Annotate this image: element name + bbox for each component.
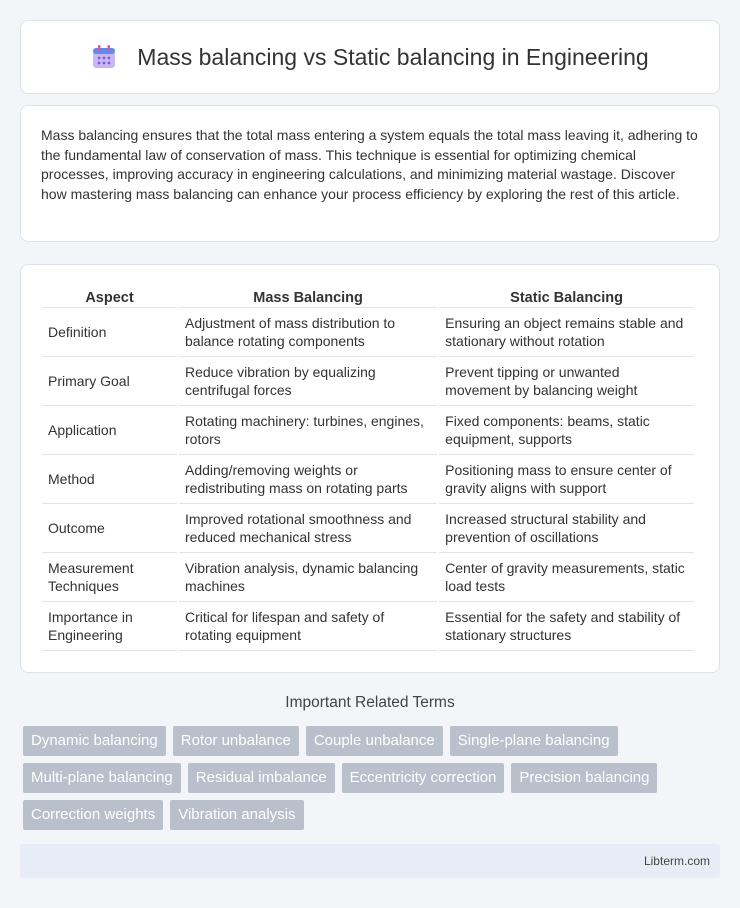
comparison-card (20, 264, 720, 673)
mass-balancing-cell: Rotating machinery: turbines, engines, rotors (179, 406, 437, 455)
intro-card (20, 105, 720, 242)
related-terms-heading: Important Related Terms (285, 694, 455, 711)
mass-balancing-cell: Reduce vibration by equalizing centrifugal forces (179, 357, 437, 406)
row-aspect: Measurement Techniques (42, 553, 177, 602)
static-balancing-cell: Prevent tipping or unwanted movement by balancing weight (439, 357, 694, 406)
footer-site-link[interactable]: Libterm.com (643, 854, 710, 868)
footer (20, 844, 720, 878)
table-row (42, 455, 694, 504)
static-balancing-cell: Positioning mass to ensure center of gravity aligns with support (439, 455, 694, 504)
related-term-tag[interactable]: Vibration analysis (170, 800, 303, 830)
table-row (42, 602, 694, 651)
related-term-tag[interactable]: Precision balancing (511, 763, 657, 793)
table-row (42, 406, 694, 455)
column-header-aspect: Aspect (42, 285, 177, 308)
row-aspect: Importance in Engineering (42, 602, 177, 651)
mass-balancing-cell: Adjustment of mass distribution to balance rotating components (179, 308, 437, 357)
related-term-tag[interactable]: Dynamic balancing (23, 726, 166, 756)
static-balancing-cell: Ensuring an object remains stable and stationary without rotation (439, 308, 694, 357)
static-balancing-cell: Fixed components: beams, static equipment, supports (439, 406, 694, 455)
related-term-tag[interactable]: Correction weights (23, 800, 163, 830)
mass-balancing-cell: Vibration analysis, dynamic balancing machines (179, 553, 437, 602)
row-aspect: Primary Goal (42, 357, 177, 406)
table-row (42, 357, 694, 406)
related-terms-list (23, 726, 723, 830)
table-header-row (42, 285, 694, 308)
related-term-tag[interactable]: Rotor unbalance (173, 726, 299, 756)
table-row (42, 504, 694, 553)
column-header-static-balancing: Static Balancing (439, 285, 694, 308)
static-balancing-cell: Essential for the safety and stability of stationary structures (439, 602, 694, 651)
page-title: Mass balancing vs Static balancing in Engineering (137, 43, 649, 70)
column-header-mass-balancing: Mass Balancing (179, 285, 437, 308)
calendar-icon (91, 44, 117, 70)
table-row (42, 308, 694, 357)
title-card (20, 20, 720, 94)
related-term-tag[interactable]: Multi-plane balancing (23, 763, 181, 793)
row-aspect: Definition (42, 308, 177, 357)
table-row (42, 553, 694, 602)
related-term-tag[interactable]: Couple unbalance (306, 726, 443, 756)
row-aspect: Outcome (42, 504, 177, 553)
comparison-table (40, 285, 696, 651)
static-balancing-cell: Center of gravity measurements, static load tests (439, 553, 694, 602)
static-balancing-cell: Increased structural stability and prevention of oscillations (439, 504, 694, 553)
row-aspect: Application (42, 406, 177, 455)
row-aspect: Method (42, 455, 177, 504)
related-term-tag[interactable]: Eccentricity correction (342, 763, 505, 793)
mass-balancing-cell: Adding/removing weights or redistributing mass on rotating parts (179, 455, 437, 504)
related-term-tag[interactable]: Single-plane balancing (450, 726, 618, 756)
mass-balancing-cell: Critical for lifespan and safety of rotating equipment (179, 602, 437, 651)
mass-balancing-cell: Improved rotational smoothness and reduced mechanical stress (179, 504, 437, 553)
related-term-tag[interactable]: Residual imbalance (188, 763, 335, 793)
intro-paragraph: Mass balancing ensures that the total mass entering a system equals the total mass leaving it, adhering to the fundamental law of conservation of mass. This technique is essential for optimizing chemical processes, improving accuracy in engineering calculations, and minimizing material wastage. Discover how mastering mass balancing can enhance your process efficiency by exploring the rest of this article. (41, 127, 698, 202)
